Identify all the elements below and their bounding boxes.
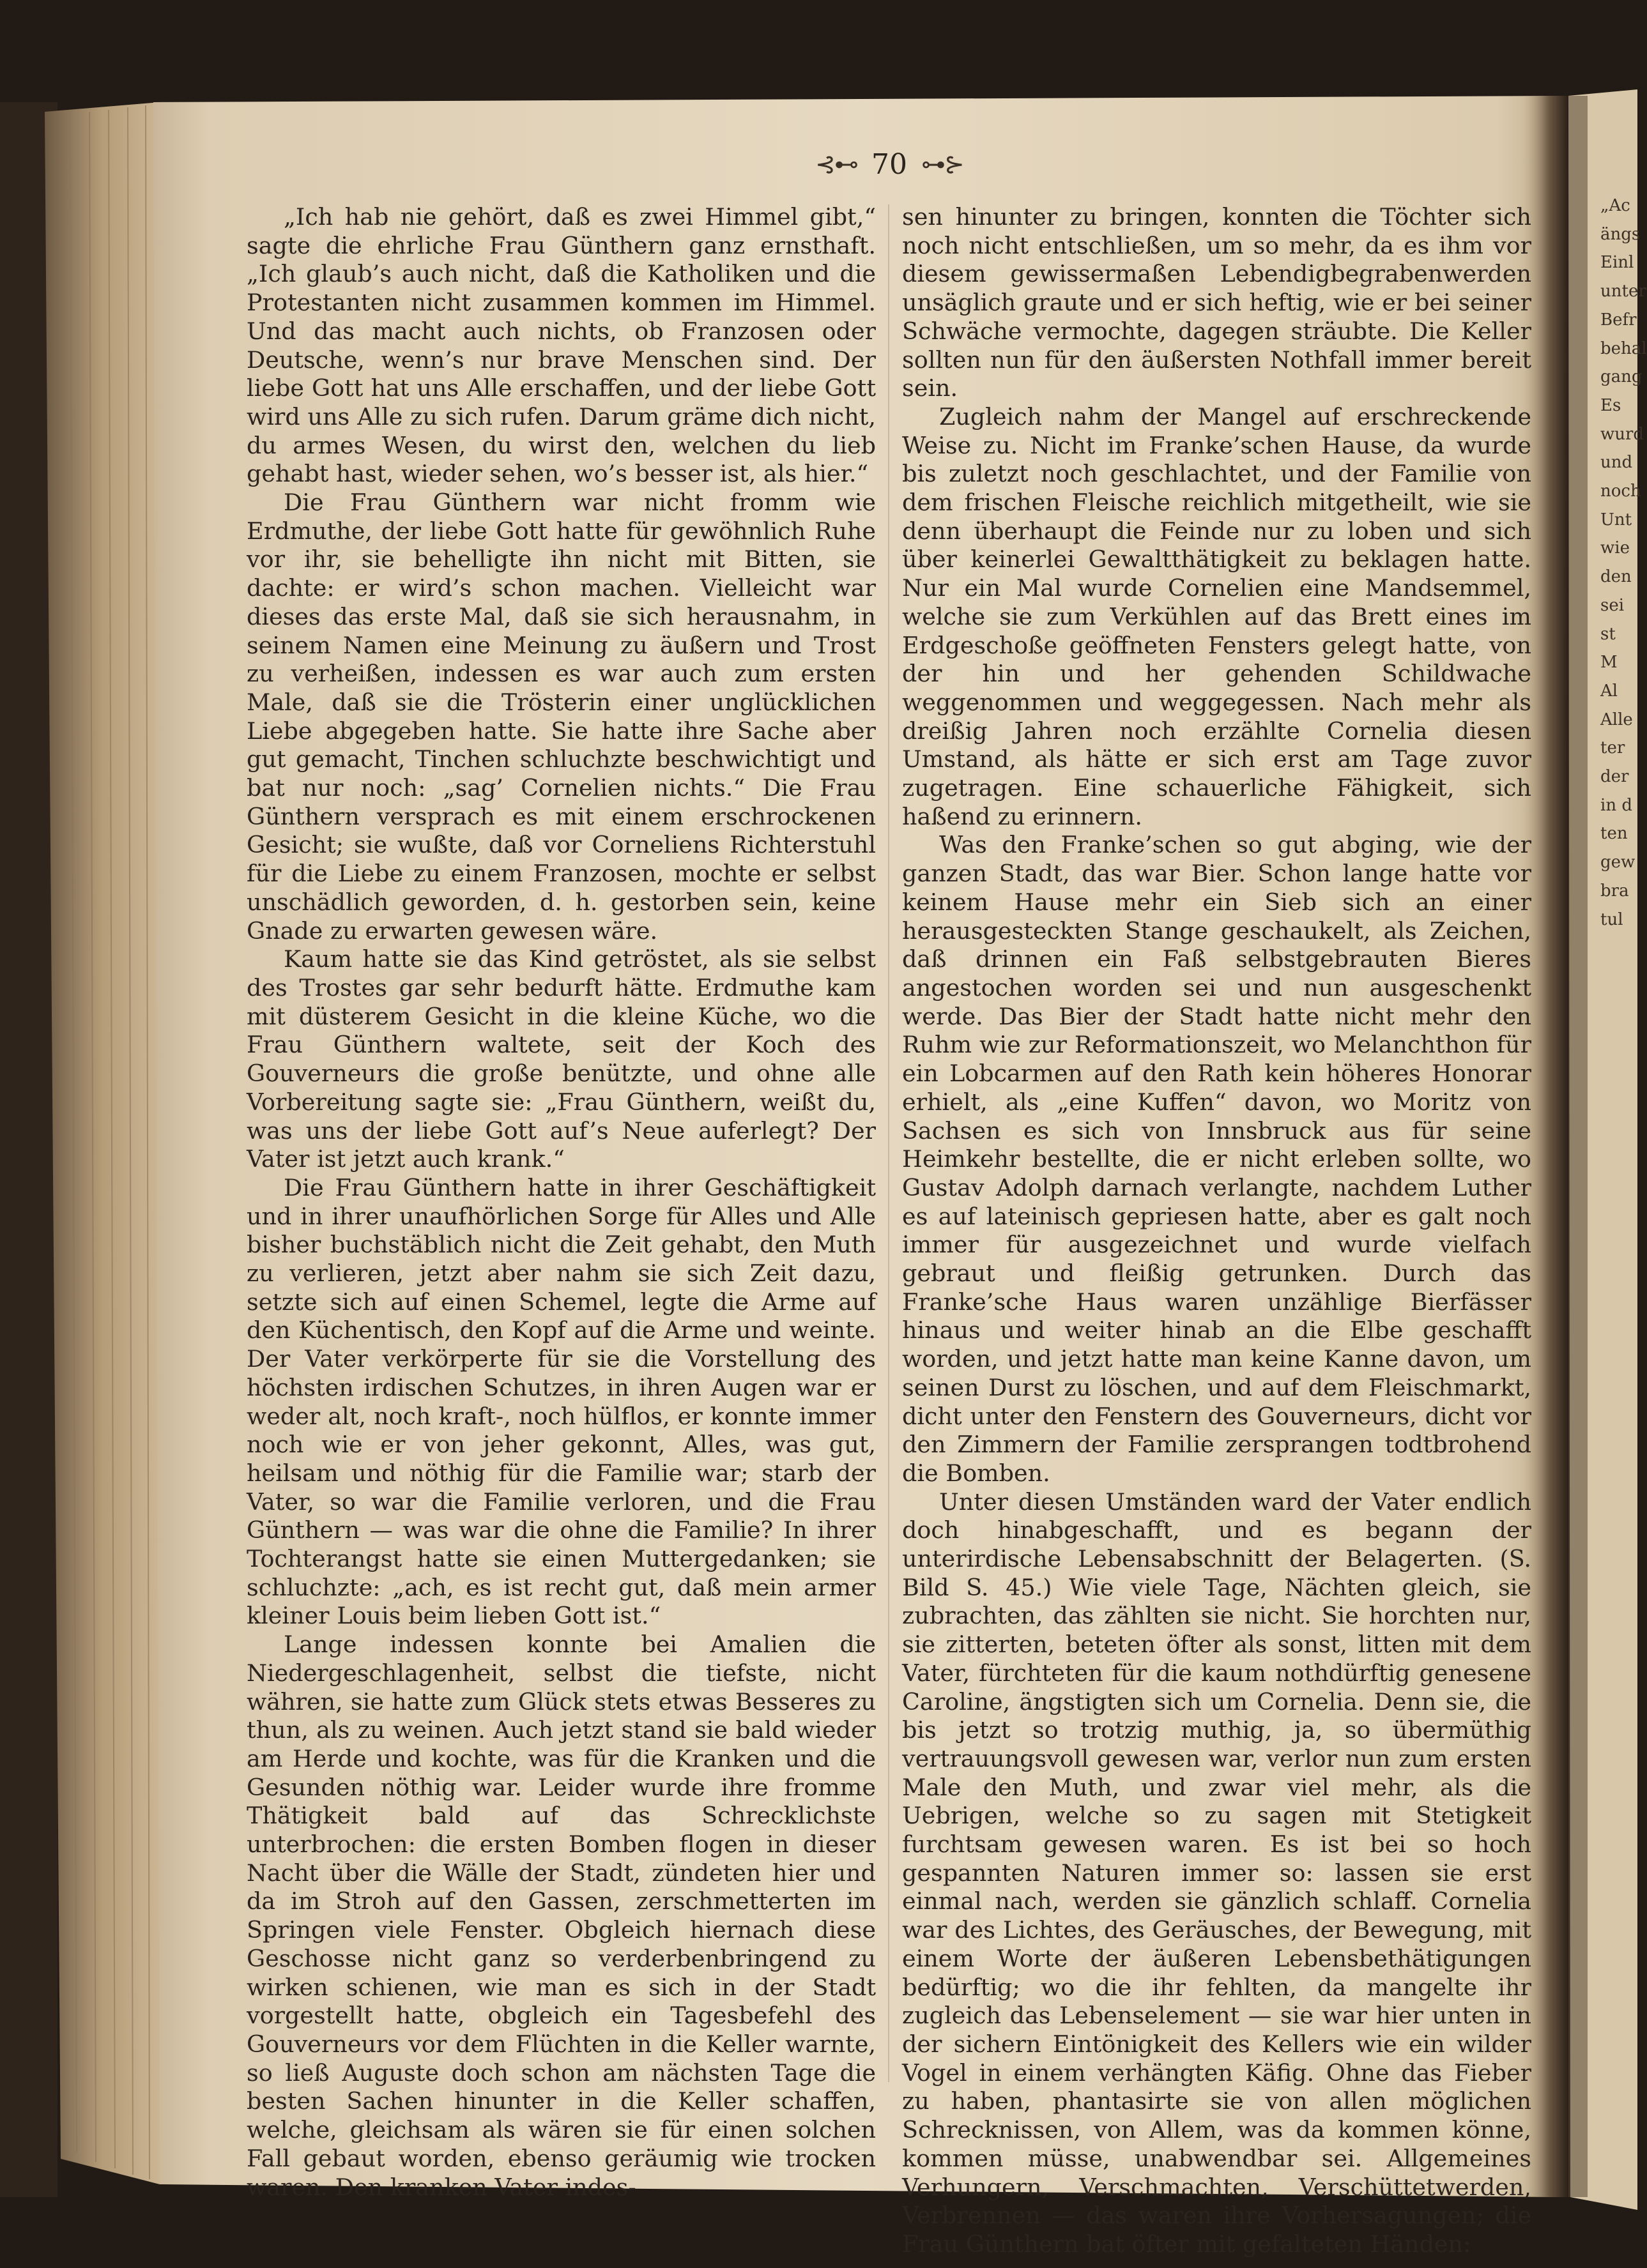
- edge-fragment: M: [1600, 653, 1618, 673]
- edge-fragment: Es: [1600, 395, 1621, 415]
- right-column: [902, 203, 1531, 2258]
- paragraph: Was den Franke’schen so gut abging, wie der ganzen Stadt, das war Bier. Schon lange hatte vor keinem Hause mehr ein Sieb sich an einer herausgesteckten Stange geschaukelt, als Zeichen, daß drinnen ein Faß selbstgebrauten Bieres angestochen worden sei und nun ausgeschenkt werde. Das Bier der Stadt hatte nicht mehr den Ruhm wie zur Reformationszeit, wo Melanchthon für ein Lobcarmen auf den Rath kein höheres Honorar erhielt, als „eine Kuffen“ davon, wo Moritz von Sachsen es sich von Innsbruck aus für seine Heimkehr bestellte, die er nicht erleben sollte, wo Gustav Adolph darnach verlangte, nachdem Luther es auf lateinisch gepriesen hatte, aber es galt noch immer für ausgezeichnet und wurde vielfach gebraut und fleißig getrunken. Durch das Franke’sche Haus waren unzählige Bierfässer hinaus und weiter hinab an die Elbe geschafft worden, und jetzt hatte man keine Kanne davon, um seinen Durst zu löschen, und auf dem Fleischmarkt, dicht unter den Fenstern des Gouverneurs, dicht vor den Zimmern der Familie zersprangen todtbrohend die Bomben.: [902, 831, 1531, 1487]
- edge-fragment: Al: [1600, 681, 1618, 701]
- edge-fragment: bra: [1600, 881, 1629, 901]
- paragraph: Kaum hatte sie das Kind getröstet, als sie selbst des Trostes gar sehr bedurft hätte. Erdmuthe kam mit düsterem Gesicht in die kleine Küche, wo die Frau Günthern waltete, seit der Koch des Gouverneurs die große benützte, und ohne alle Vorbereitung sagte sie: „Frau Günthern, weißt du, was uns der liebe Gott auf’s Neue auferlegt? Der Vater ist jetzt auch krank.“: [247, 945, 876, 1173]
- edge-fragment: unter: [1600, 282, 1646, 301]
- column-divider: [888, 204, 889, 2082]
- paragraph: Die Frau Günthern hatte in ihrer Geschäftigkeit und in ihrer unaufhörlichen Sorge für Alles und Alle bisher buchstäblich nicht die Zeit gehabt, den Muth zu verlieren, jetzt aber nahm sie sich Zeit dazu, setzte sich auf einen Schemel, legte die Arme auf den Küchentisch, den Kopf auf die Arme und weinte. Der Vater verkörperte für sie die Vorstellung des höchsten irdischen Schutzes, in ihren Augen war er weder alt, noch kraft-, noch hülflos, er konnte immer noch wie er von jeher gekonnt, Alles, was gut, heilsam und nöthig für die Familie war; starb der Vater, so war die Familie verloren, und die Frau Günthern — was war die ohne die Familie? In ihrer Tochterangst hatte sie einen Muttergedanken; sie schluchzte: „ach, es ist recht gut, daß mein armer kleiner Louis beim lieben Gott ist.“: [247, 1173, 876, 1630]
- edge-fragment: st: [1600, 624, 1616, 644]
- edge-fragment: ängs: [1600, 224, 1641, 244]
- edge-fragment: „Ac: [1600, 196, 1630, 215]
- edge-fragment: gang: [1600, 367, 1643, 387]
- edge-fragment: der: [1600, 767, 1629, 787]
- paragraph: sen hinunter zu bringen, konnten die Töchter sich noch nicht entschließen, um so mehr, da es ihm vor diesem gewissermaßen Lebendigbegrabenwerden unsäglich graute und er sich heftig, wie er bei seiner Schwäche vermochte, dagegen sträubte. Die Keller sollten nun für den äußersten Nothfall immer bereit sein.: [902, 203, 1531, 402]
- paragraph: Die Frau Günthern war nicht fromm wie Erdmuthe, der liebe Gott hatte für gewöhnlich Ruhe vor ihr, sie behelligte ihn nicht mit Bitten, sie dachte: er wird’s schon machen. Vielleicht war dieses das erste Mal, daß sie sich herausnahm, in seinem Namen eine Meinung zu äußern und Trost zu verheißen, indessen es war auch zum ersten Male, daß sie die Trösterin einer unglücklichen Liebe abgegeben hatte. Sie hatte ihre Sache aber gut gemacht, Tinchen schluchzte beschwichtigt und bat nur noch: „sag’ Cornelien nichts.“ Die Frau Günthern versprach es mit einem erschrockenen Gesicht; sie wußte, daß vor Corneliens Richterstuhl für die Liebe zu einem Franzosen, mochte er selbst unschädlich geworden, d. h. gestorben sein, keine Gnade zu erwarten gewesen wäre.: [247, 489, 876, 945]
- edge-fragment: sei: [1600, 595, 1625, 615]
- paragraph: Zugleich nahm der Mangel auf erschreckende Weise zu. Nicht im Franke’schen Hause, da wurde bis zuletzt noch geschlachtet, und der Familie von dem frischen Fleische reichlich mitgetheilt, wie sie denn überhaupt die Feinde nur zu loben und sich über keinerlei Gewaltthätigkeit zu beklagen hatte. Nur ein Mal wurde Cornelien eine Mandsemmel, welche sie zum Verkühlen auf das Brett eines im Erdgeschoße geöffneten Fensters gelegt hatte, von der hin und her gehenden Schildwache weggenommen und weggegessen. Nach mehr als dreißig Jahren noch erzählte Cornelia diesen Umstand, als hätte er sich erst am Tage zuvor zugetragen. Eine schauerliche Fähigkeit, sich haßend zu erinnern.: [902, 402, 1531, 830]
- edge-fragment: und: [1600, 453, 1633, 473]
- header-ornament-right-icon: ⊶⊱: [921, 150, 963, 178]
- edge-fragment: ten: [1600, 824, 1628, 844]
- edge-fragment: gew: [1600, 853, 1636, 872]
- page-number: 70: [871, 148, 907, 181]
- edge-fragment: ter: [1600, 738, 1625, 758]
- next-page-edge-text: [1600, 192, 1647, 2044]
- page-header: [781, 142, 998, 186]
- paragraph: „Ich hab nie gehört, daß es zwei Himmel gibt,“ sagte die ehrliche Frau Günthern ganz ernsthaft. „Ich glaub’s auch nicht, daß die Katholiken und die Protestanten nicht zusammen kommen im Himmel. Und das macht auch nichts, ob Franzosen oder Deutsche, wenn’s nur brave Menschen sind. Der liebe Gott hat uns Alle erschaffen, und der liebe Gott wird uns Alle zu sich rufen. Darum gräme dich nicht, du armes Wesen, du wirst den, welchen du lieb gehabt hast, wieder sehen, wo’s besser ist, als hier.“: [247, 203, 876, 488]
- paragraph: Unter diesen Umständen ward der Vater endlich doch hinabgeschafft, und es begann der unterirdische Lebensabschnitt der Belagerten. (S. Bild S. 45.) Wie viele Tage, Nächten gleich, sie zubrachten, das zählten sie nicht. Sie horchten nur, sie zitterten, beteten öfter als sonst, litten mit dem Vater, fürchteten für die kaum nothdürftig genesene Caroline, ängstigten sich um Cornelia. Denn sie, die bis jetzt so trotzig muthig, ja, so übermüthig vertrauungsvoll gewesen war, verlor nun zum ersten Male den Muth, und zwar viel mehr, als die Uebrigen, welche so zu sagen mit Stetigkeit furchtsam gewesen waren. Es ist bei so hoch gespannten Naturen immer so: lassen sie erst einmal nach, werden sie gänzlich schlaff. Cornelia war des Lichtes, des Geräusches, der Bewegung, mit einem Worte der äußeren Lebensbethätigungen bedürftig; wo die ihr fehlten, da mangelte ihr zugleich das Lebenselement — sie war hier unten in der sichern Eintönigkeit des Kellers wie ein wilder Vogel in einem verhängten Käfig. Ohne das Fieber zu haben, phantasirte sie von allen möglichen Schrecknissen, von Allem, was da kommen könne, kommen müsse, unabwendbar sei. Allgemeines Verhungern, Verschmachten, Verschüttetwerden, Verbrennen — das waren ihre Vorhersagungen; die Frau Günthern bat öfter mit gefalteten Händen:: [902, 1488, 1531, 2258]
- edge-fragment: noch: [1600, 482, 1641, 501]
- edge-fragment: wie: [1600, 538, 1630, 558]
- edge-fragment: Unt: [1600, 510, 1632, 529]
- edge-fragment: den: [1600, 567, 1632, 587]
- edge-fragment: Alle: [1600, 710, 1633, 729]
- edge-fragment: behal: [1600, 339, 1647, 358]
- edge-fragment: Befr: [1600, 310, 1637, 330]
- edge-fragment: tul: [1600, 909, 1623, 929]
- paragraph: Lange indessen konnte bei Amalien die Niedergeschlagenheit, selbst die tiefste, nicht währen, sie hatte zum Glück stets etwas Besseres zu thun, als zu weinen. Auch jetzt stand sie bald wieder am Herde und kochte, was für die Kranken und die Gesunden nöthig war. Leider wurde ihre fromme Thätigkeit bald auf das Schrecklichste unterbrochen: die ersten Bomben flogen in dieser Nacht über die Wälle der Stadt, zündeten hier und da im Stroh auf den Gassen, zerschmetterten im Springen viele Fenster. Obgleich hiernach diese Geschosse nicht ganz so verderbenbringend zu wirken schienen, wie man es sich in der Stadt vorgestellt hatte, obgleich ein Tagesbefehl des Gouverneurs vor dem Flüchten in die Keller warnte, so ließ Auguste doch schon am nächsten Tage die besten Sachen hinunter in die Keller schaffen, welche, gleichsam als wären sie für einen solchen Fall gebaut worden, ebenso geräumig wie trocken waren. Den kranken Vater indes-: [247, 1631, 876, 2201]
- header-ornament-left-icon: ⊰⊷: [815, 150, 857, 178]
- edge-fragment: in d: [1600, 795, 1632, 815]
- left-column: [247, 203, 876, 2201]
- edge-fragment: Einl: [1600, 253, 1634, 273]
- edge-fragment: wurd: [1600, 424, 1644, 444]
